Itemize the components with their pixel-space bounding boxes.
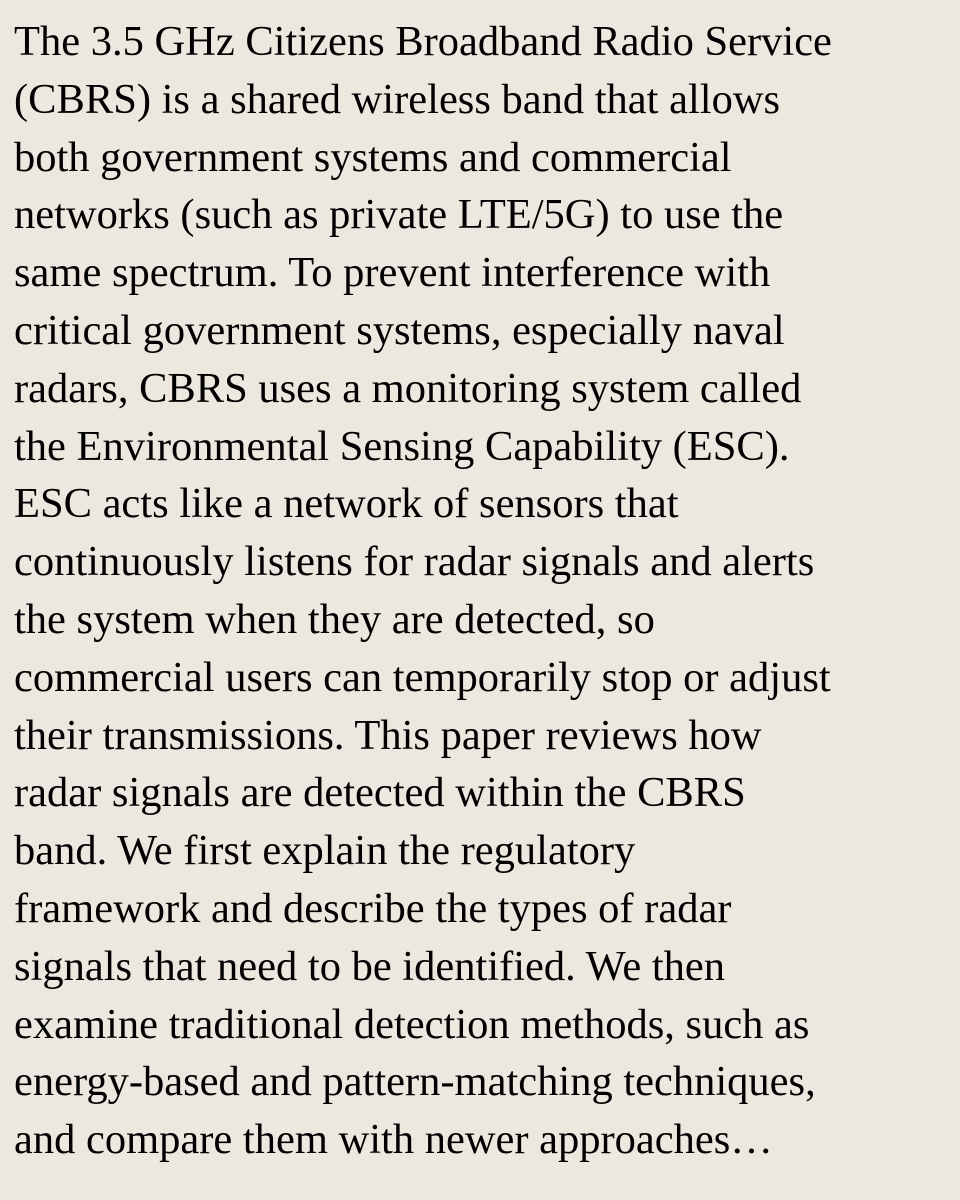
text-line: networks (such as private LTE/5G) to use the <box>14 191 784 239</box>
abstract-paragraph <box>14 13 960 1169</box>
text-line: framework and describe the types of radar <box>14 884 732 932</box>
text-line: signals that need to be identified. We then <box>14 942 726 990</box>
text-line: energy-based and pattern-matching techniques, <box>14 1058 816 1106</box>
text-line: their transmissions. This paper reviews how <box>14 711 762 759</box>
text-line: band. We first explain the regulatory <box>14 827 636 875</box>
text-line: radar signals are detected within the CBRS <box>14 769 746 817</box>
text-line: The 3.5 GHz Citizens Broadband Radio Service <box>14 18 832 65</box>
text-line: both government systems and commercial <box>14 133 732 181</box>
text-line: ESC acts like a network of sensors that <box>14 480 679 528</box>
text-line: the Environmental Sensing Capability (ESC). <box>14 422 790 470</box>
text-line: the system when they are detected, so <box>14 595 655 643</box>
text-line: and compare them with newer approaches… <box>14 1116 773 1164</box>
text-line: continuously listens for radar signals and alerts <box>14 538 815 586</box>
text-line: (CBRS) is a shared wireless band that allows <box>14 75 781 123</box>
text-line: radars, CBRS uses a monitoring system called <box>14 364 802 412</box>
text-line: critical government systems, especially naval <box>14 306 785 354</box>
text-line: commercial users can temporarily stop or adjust <box>14 653 831 701</box>
text-line: examine traditional detection methods, such as <box>14 1000 810 1048</box>
text-line: same spectrum. To prevent interference with <box>14 249 771 297</box>
